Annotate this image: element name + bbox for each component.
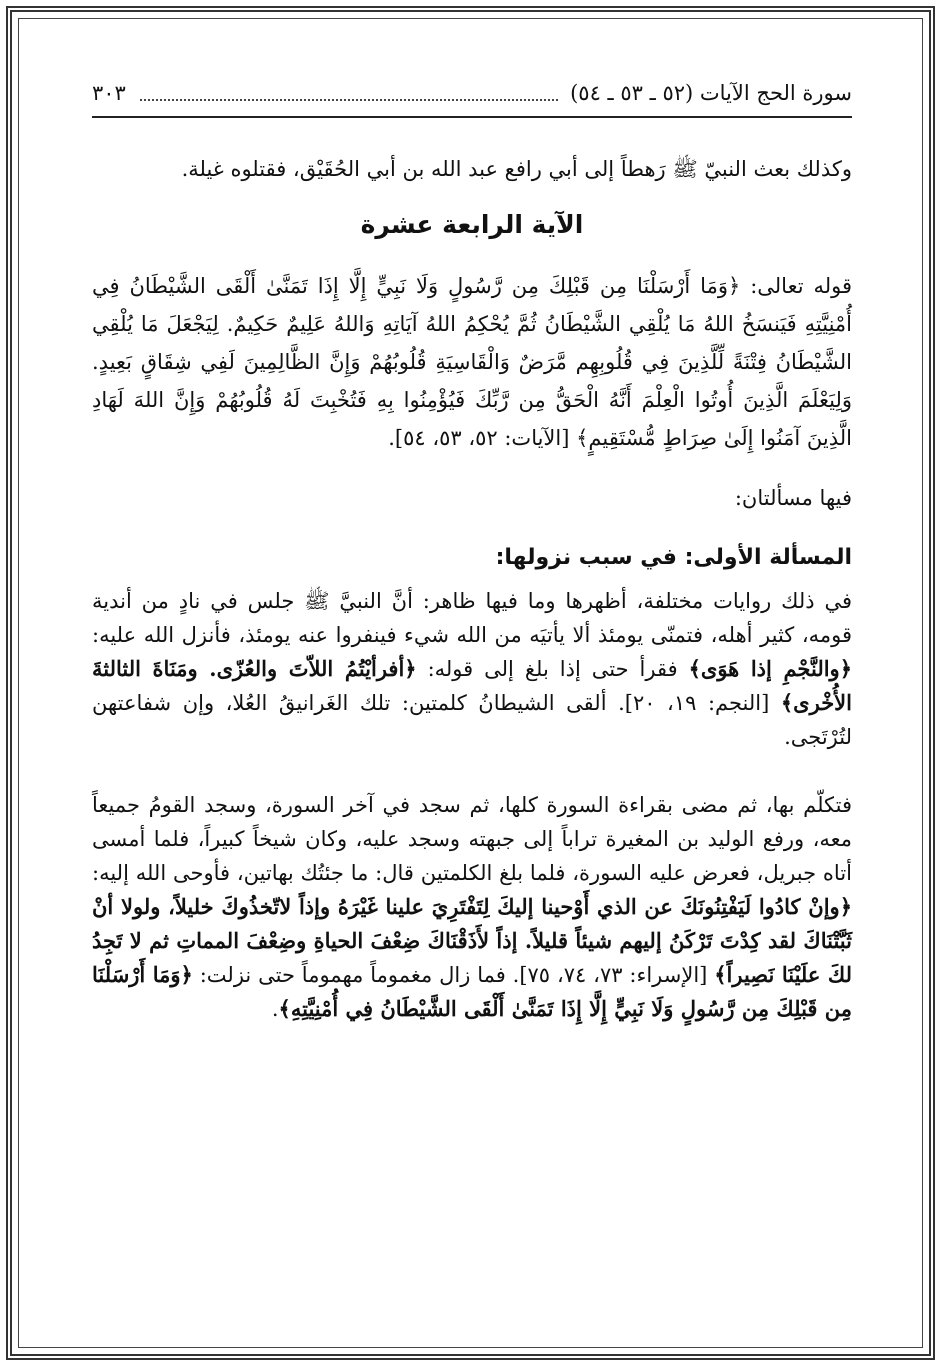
quran-quote: ﴿والنَّجْمِ إذا هَوَى﴾ [688, 656, 852, 681]
quran-quote: ﴿أفرأيْتُمُ اللاّتَ والعُزّى. ومَنَاةَ الثالثةَ الأُخْرى﴾ [92, 656, 852, 715]
section-heading: الآية الرابعة عشرة [360, 210, 584, 239]
verse-paragraph [92, 267, 852, 457]
question1-paragraph1 [92, 584, 852, 754]
text-run: . [271, 997, 279, 1021]
text-run: فقرأ حتى إذا بلغ إلى قوله: [416, 657, 689, 681]
page-number: ٣٠٣ [92, 81, 126, 105]
text-run: في ذلك روايات مختلفة، أظهرها وما فيها ظاهر: أنَّ النبيَّ ﷺ جلس في نادٍ من أندية قومه، كثير أهله، فتمنّى يومئذ ألا يأتيَه من الله شيء فينفروا عنه يومئذ، فأنزل الله عليه: [92, 589, 852, 647]
header-leader-dots [140, 85, 558, 101]
verse-citation: [الآيات: ٥٢، ٥٣، ٥٤]. [388, 426, 577, 450]
verse-lead: قوله تعالى: [740, 274, 853, 298]
running-header [92, 70, 852, 118]
question1-title: المسألة الأولى: في سبب نزولها: [495, 545, 852, 570]
text-run: فتكلّم بها، ثم مضى بقراءة السورة كلها، ثم سجد في آخر السورة، وسجد القومُ جميعاً معه، ورفع الوليد بن المغيرة تراباً إلى جبهته وسجد عليه، وكان شيخاً كبيراً، فلما أمسى أتاه جبريل، فعرض عليه السورة، فلما بلغ الكلمتين قال: ما جئتُك بهاتين، فأوحى الله إليه: [92, 793, 852, 885]
surah-title: سورة الحج الآيات (٥٢ ـ ٥٣ ـ ٥٤) [570, 81, 852, 105]
verse-text: ﴿وَمَا أَرْسَلْنَا مِن قَبْلِكَ مِن رَّسُولٍ وَلَا نَبِيٍّ إِلَّا إِذَا تَمَنَّىٰ أَلْقَى الشَّيْطَانُ فِي أُمْنِيَّتِهِ فَيَنسَخُ اللهُ مَا يُلْقِي الشَّيْطَانُ ثُمَّ يُحْكِمُ اللهُ آيَاتِهِ وَاللهُ عَلِيمٌ حَكِيمٌ. لِيَجْعَلَ مَا يُلْقِي الشَّيْطَانُ فِتْنَةً لِّلَّذِينَ فِي قُلُوبِهِم مَّرَضٌ وَالْقَاسِيَةِ قُلُوبُهُمْ وَإِنَّ الظَّالِمِينَ لَفِي شِقَاقٍ بَعِيدٍ. وَلِيَعْلَمَ الَّذِينَ أُوتُوا الْعِلْمَ أَنَّهُ الْحَقُّ مِن رَّبِّكَ فَيُؤْمِنُوا بِهِ فَتُخْبِتَ لَهُ قُلُوبُهُمْ وَإِنَّ اللهَ لَهَادِ الَّذِينَ آمَنُوا إِلَىٰ صِرَاطٍ مُّسْتَقِيمٍ﴾ [92, 274, 852, 450]
text-run: [الإسراء: ٧٣، ٧٤، ٧٥]. فما زال مغموماً مهموماً حتى نزلت: [192, 963, 715, 987]
book-page [92, 70, 852, 1026]
intro-paragraph: وكذلك بعث النبيّ ﷺ رَهطاً إلى أبي رافع عبد الله بن أبي الحُقَيْق، فقتلوه غيلة. [181, 157, 852, 181]
quran-quote: ﴿وَمَا أَرْسَلْنَا مِن قَبْلِكَ مِن رَّسُولٍ وَلَا نَبِيٍّ إِلَّا إِذَا تَمَنَّىٰ أَلْقَى الشَّيْطَانُ فِي أُمْنِيَّتِهِ﴾ [92, 962, 852, 1021]
text-run: [النجم: ١٩، ٢٠]. ألقى الشيطانُ كلمتين: تلك الغَرانيقُ العُلا، وإن شفاعتهن لتُرْتَجى. [92, 691, 852, 749]
question1-paragraph2 [92, 788, 852, 1026]
quran-quote: ﴿وإنْ كادُوا لَيَفْتِنُونَكَ عن الذي أَوْحينا إليكَ لِتَفْتَرِيَ علينا غَيْرَهُ وإذاً لاتّخذُوكَ خليلاً، ولولا أنْ ثَبَّتْنَاكَ لقد كِدْتَ تَرْكَنُ إليهم شيئاً قليلاً. إذاً لأَذَقْنَاكَ ضِعْفَ الحياةِ وضِعْفَ المماتِ ثم لا تَجِدُ لكَ علَيْنَا نَصِيراً﴾ [92, 894, 853, 987]
question-count: فيها مسألتان: [734, 486, 852, 510]
